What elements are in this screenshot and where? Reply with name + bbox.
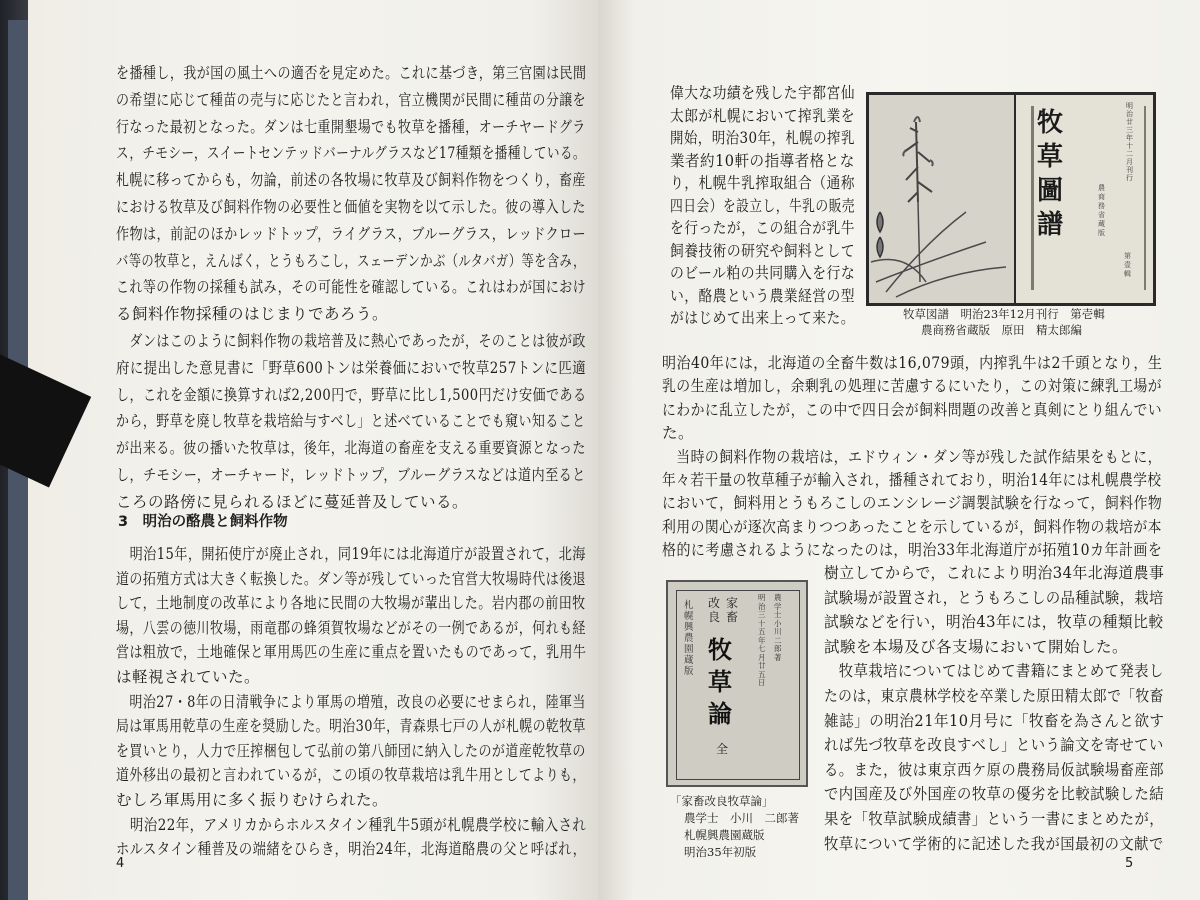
text-line: 牧草について学術的に記述した我が国最初の文献で <box>824 834 1164 853</box>
page-number-left: 4 <box>116 856 125 871</box>
figure-botanical-plate <box>866 92 1156 306</box>
text-line: 道の拓殖方式は大きく転換した。ダン等が残していった官営大牧場時代は後退 <box>116 569 586 588</box>
text-line: を買いとり，人力で圧搾梱包して弘前の第八師団に納入したのが道産乾牧草の <box>116 741 586 760</box>
cover-main-title: 牧草論 <box>708 635 732 728</box>
text-line: から，野草を廃し牧草を栽培給与すべし」と述べていることでも窺い知ること <box>116 412 586 431</box>
text-line: バ等の牧草と，えんばく，とうもろこし，スェーデンかぶ（ルタバガ）等を含み， <box>116 251 586 270</box>
figure1-caption-line2: 農商務省蔵版 原田 精太郎編 <box>921 323 1082 337</box>
text-line: 府に提出した意見書に「野草600トンは栄養価においで牧草257トンに匹適 <box>116 358 587 377</box>
book-cover-publisher: 農商務省蔵版 <box>1098 184 1105 237</box>
text-line: 行なった最初となった。ダンは七重開墾場でも牧草を播種，オーチヤードグラ <box>116 117 586 136</box>
text-line: 試験場が設置され，とうもろこしの品種試験，栽培 <box>824 588 1164 607</box>
text-line: 格的に考慮されるようになったのは，明治33年北海道庁が拓殖10カ年計画を <box>662 541 1163 560</box>
text-line: のビール粕の共同購入を行な <box>670 264 856 282</box>
text-line: において，飼料用とうもろこしのエンシレージ調製試験を行なって，飼料作物 <box>662 494 1163 513</box>
figure2-caption-line3: 札幌興農園蔵版 <box>684 828 765 842</box>
cover-volume: 全 <box>716 742 729 756</box>
text-line: 果を「牧草試験成績書」という一書にまとめたが， <box>824 810 1165 828</box>
text-line: 樹立してからで，これにより明治34年北海道農事 <box>824 564 1165 582</box>
cover-col-b: 改良 <box>708 596 721 624</box>
page-number-right: 5 <box>1125 856 1134 871</box>
section-heading: 3 明治の酪農と飼料作物 <box>118 514 288 530</box>
text-line: 牧草栽培についてはじめて書籍にまとめて発表し <box>824 662 1164 681</box>
text-line: 作物は，前記のほかレッドトップ，ライグラス，ブルーグラス，レッドクロー <box>116 224 587 243</box>
book-cover-date: 明治廿三年十二月刊行 <box>1126 102 1133 182</box>
text-line: 明治40年には，北海道の全畜牛数は16,079頭，内搾乳牛は2千頭となり，生 <box>662 354 1163 372</box>
illustration-grass-plant <box>866 92 1156 306</box>
text-line: 営は粗放で，土地確保と軍用馬匹の生産に重点を置いたものであって，乳用牛 <box>116 643 587 662</box>
text-line: 明治22年，アメリカからホルスタイン種乳牛5頭が札幌農学校に輸入され <box>116 815 587 834</box>
text-line: い，酪農という農業経営の型 <box>670 286 855 305</box>
book-frame-line <box>1144 106 1146 290</box>
text-line: 業者約10軒の指導者格とな <box>670 151 855 170</box>
text-line: して，土地制度の改革により各地に民間の大牧場が輩出した。岩内郡の前田牧 <box>116 594 586 613</box>
text-line: 試験などを行い，明治43年には，牧草の種類比較 <box>824 613 1164 632</box>
text-line: を播種し，我が国の風土への適否を見定めた。これに基づき，第三官園は民間 <box>116 64 587 82</box>
text-line: 四日会）を設立し，牛乳の販売 <box>670 196 856 215</box>
text-line: 太郎が札幌において搾乳業を <box>670 106 855 125</box>
text-line: し，これを金額に換算すれば2,200円で，野草に比し1,500円だけ安価である <box>116 385 587 404</box>
right-page <box>598 0 1200 900</box>
figure2-caption-line2: 農学士 小川 二郎著 <box>684 811 799 825</box>
text-line: の希望に応じて種苗の売与に応じたと言われ，官立機関が民間に種苗の分譲を <box>116 90 587 109</box>
book-frame-line <box>1031 106 1034 290</box>
book-cover-title: 牧草圖譜 <box>1037 108 1064 240</box>
text-line: 乳の生産は増加し，余剰乳の処理に苦慮するにいたり，この対策に練乳工場が <box>662 377 1163 396</box>
left-page <box>28 0 602 900</box>
text-line: 局は軍馬用乾草の生産を奨励した。明治30年，青森県七戸の人が札幌の乾牧草 <box>116 717 586 736</box>
text-line: は軽視されていた。 <box>116 668 261 686</box>
text-line: 雑誌」の明治21年10月号に「牧畜を為さんと欲す <box>824 711 1165 730</box>
text-line: が出来る。彼の播いた牧草は，後年，北海道の畜産を支える重要資源となった <box>116 439 586 458</box>
text-line: 偉大な功績を残した宇都宮仙 <box>670 84 855 102</box>
text-line: 当時の飼料作物の栽培は，エドウィン・ダン等が残した試作結果をもとに， <box>662 447 1162 466</box>
text-line: たのは，東京農林学校を卒業した原田精太郎で「牧畜 <box>824 687 1164 705</box>
text-line: ス，チモシー，スイートセンテッドバーナルグラスなど17種類を播種している。 <box>116 144 586 163</box>
text-line: た。 <box>662 424 695 443</box>
cover-side-col-2: 農学士小川二郎著 <box>774 593 782 662</box>
text-line: し，チモシー，オーチャード，レッドトップ，ブルーグラスなどは道内至ると <box>116 466 586 484</box>
figure1-caption-line1: 牧草図譜 明治23年12月刊行 第壱輯 <box>903 307 1105 321</box>
cover-publisher-col: 札幌興農園蔵版 <box>684 600 694 677</box>
text-line: むしろ軍馬用に多く振りむけられた。 <box>116 791 389 809</box>
text-line: における牧草及び飼料作物の必要性と価値を実物を以て示した。彼の導入した <box>116 198 586 216</box>
text-line: 利用の関心が逐次高まりつつあったことを示しているが，飼料作物の栽培が本 <box>662 517 1162 536</box>
text-line: がはじめて出来上って来た。 <box>670 309 855 327</box>
text-line: り，札幌牛乳搾取組合（通称 <box>670 174 855 192</box>
text-line: 開始，明治30年，札幌の搾乳 <box>670 129 855 147</box>
figure-book-cover-bokusouron <box>666 580 808 787</box>
text-line: これ等の作物の採種も試み，その可能性を確認している。これはわが国におけ <box>116 278 587 297</box>
text-line: 道外移出の最初と言われているが，この頃の牧草栽培は乳牛用としてよりも， <box>116 766 586 785</box>
book-cover-volume: 第壹輯 <box>1124 252 1131 278</box>
text-line: 札幌に移ってからも，勿論，前述の各牧場に牧草及び飼料作物をつくり，畜産 <box>116 171 586 190</box>
text-line: を行ったが，この組合が乳牛 <box>670 219 855 237</box>
text-line: 試験を本場及び各支場において開始した。 <box>824 637 1129 656</box>
text-line: る。また，彼は東京西ケ原の農務局仮試験場畜産部 <box>824 760 1165 779</box>
text-line: 飼養技術の研究や飼料として <box>670 241 855 260</box>
text-line: ホルスタイン種普及の端緒をひらき，明治24年，北海道酪農の父と呼ばれ， <box>116 840 587 859</box>
text-line: れば先づ牧草を改良すべし」という論文を寄せてい <box>824 736 1164 755</box>
cover-col-a: 家畜 <box>726 596 739 624</box>
text-line: 明治15年，開拓使庁が廃止され，同19年には北海道庁が設置されて，北海 <box>116 545 586 563</box>
text-line: ころの路傍に見られるほどに蔓延普及している。 <box>116 492 469 511</box>
text-line: ダンはこのように飼料作物の栽培普及に熱心であったが，そのことは彼が政 <box>116 332 586 350</box>
figure2-caption-line4: 明治35年初版 <box>684 845 757 859</box>
text-line: 場，八雲の徳川牧場，雨竜郡の蜂須賀牧場などがその一例であるが，何れも経 <box>116 618 586 637</box>
text-line: る飼料作物採種のはじまりであろう。 <box>116 305 389 324</box>
figure2-caption-line1: 「家畜改良牧草論」 <box>670 794 774 808</box>
cover-side-col-1: 明治三十五年七月廿五日 <box>758 593 766 687</box>
text-line: で内国産及び外国産の牧草の優劣を比較試験した結 <box>824 785 1165 804</box>
text-line: 明治27・8年の日清戦争により軍馬の増殖，改良の必要にせまられ，陸軍当 <box>116 692 586 711</box>
text-line: にわかに乱立したが，この中で四日会が飼料問題の改善と真剣にとり組んでい <box>662 400 1163 419</box>
text-line: 年々若干量の牧草種子が輸入され，播種されており，明治14年には札幌農学校 <box>662 471 1162 489</box>
